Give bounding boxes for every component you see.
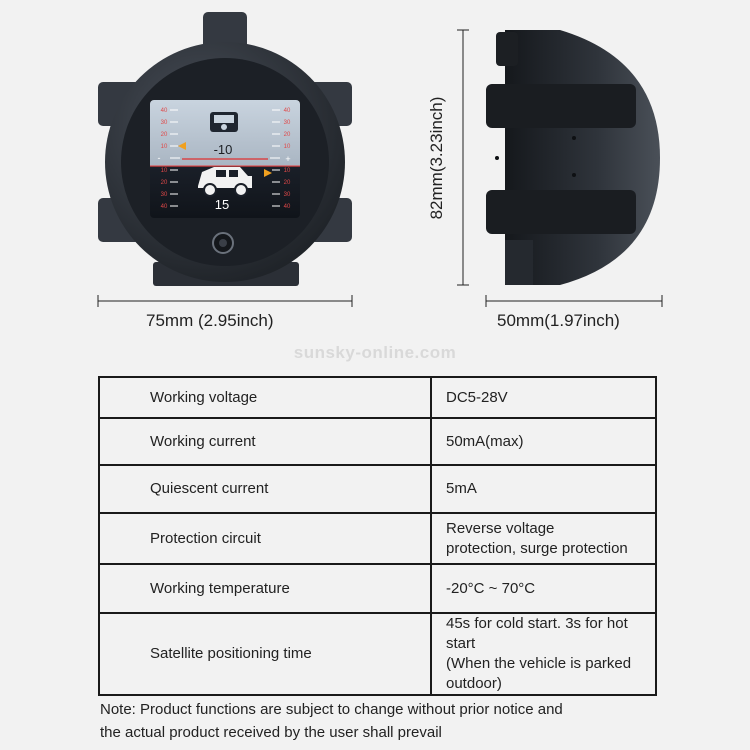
spec-label: Satellite positioning time [99, 613, 431, 695]
spec-label: Working voltage [99, 377, 431, 418]
side-view-device [486, 30, 660, 285]
product-dimensions-illustration [0, 0, 750, 350]
scale-right-0: 40 [283, 108, 291, 114]
product-illustration-svg [0, 0, 750, 350]
spec-label: Working current [99, 418, 431, 465]
table-row [99, 418, 656, 465]
table-row [99, 564, 656, 613]
scale-left-1: 30 [160, 120, 168, 126]
width-dimension-label: 75mm (2.95inch) [146, 311, 274, 330]
scale-right-7: 30 [283, 192, 291, 198]
spec-label: Quiescent current [99, 465, 431, 513]
spec-value: 5mA [431, 465, 656, 513]
scale-left-3: 10 [160, 144, 168, 150]
scale-right-5: 10 [283, 168, 291, 174]
scale-left-8: 40 [160, 204, 168, 210]
depth-dimension-line [486, 295, 662, 307]
spec-value: -20°C ~ 70°C [431, 564, 656, 613]
spec-value: 45s for cold start. 3s for hot start (When the vehicle is parked outdoor) [431, 613, 656, 695]
scale-left-7: 30 [160, 192, 168, 198]
scale-right-1: 30 [283, 120, 291, 126]
vehicle-rear-icon [210, 112, 238, 132]
width-dimension-line [98, 295, 352, 307]
spec-label: Protection circuit [99, 513, 431, 564]
scale-minus: - [157, 153, 161, 163]
roll-readout: 15 [214, 197, 230, 212]
table-row [99, 465, 656, 513]
scale-left-6: 20 [160, 180, 168, 186]
scale-left-5: 10 [160, 168, 168, 174]
spec-table [98, 376, 657, 696]
table-row [99, 513, 656, 564]
scale-right-2: 20 [283, 132, 291, 138]
front-view-device [98, 12, 352, 286]
scale-left-0: 40 [160, 108, 168, 114]
depth-dimension-label: 50mm(1.97inch) [497, 311, 620, 330]
scale-plus: + [285, 154, 291, 164]
watermark: sunsky-online.com [293, 343, 457, 362]
table-row [99, 377, 656, 418]
height-dimension-label: 82mm(3.23inch) [427, 96, 446, 220]
scale-right-3: 10 [283, 144, 291, 150]
scale-right-6: 20 [283, 180, 291, 186]
scale-right-8: 40 [283, 204, 291, 210]
note-line: the actual product received by the user shall prevail [100, 724, 442, 741]
spec-value: 50mA(max) [431, 418, 656, 465]
table-row [99, 613, 656, 695]
spec-label: Working temperature [99, 564, 431, 613]
scale-left-2: 20 [160, 132, 168, 138]
spec-value: DC5-28V [431, 377, 656, 418]
pitch-readout: -10 [213, 142, 233, 157]
spec-value: Reverse voltage protection, surge protection [431, 513, 656, 564]
note-line: Note: Product functions are subject to change without prior notice and [100, 701, 563, 718]
height-dimension-line [457, 30, 469, 285]
disclaimer-note [100, 698, 660, 744]
